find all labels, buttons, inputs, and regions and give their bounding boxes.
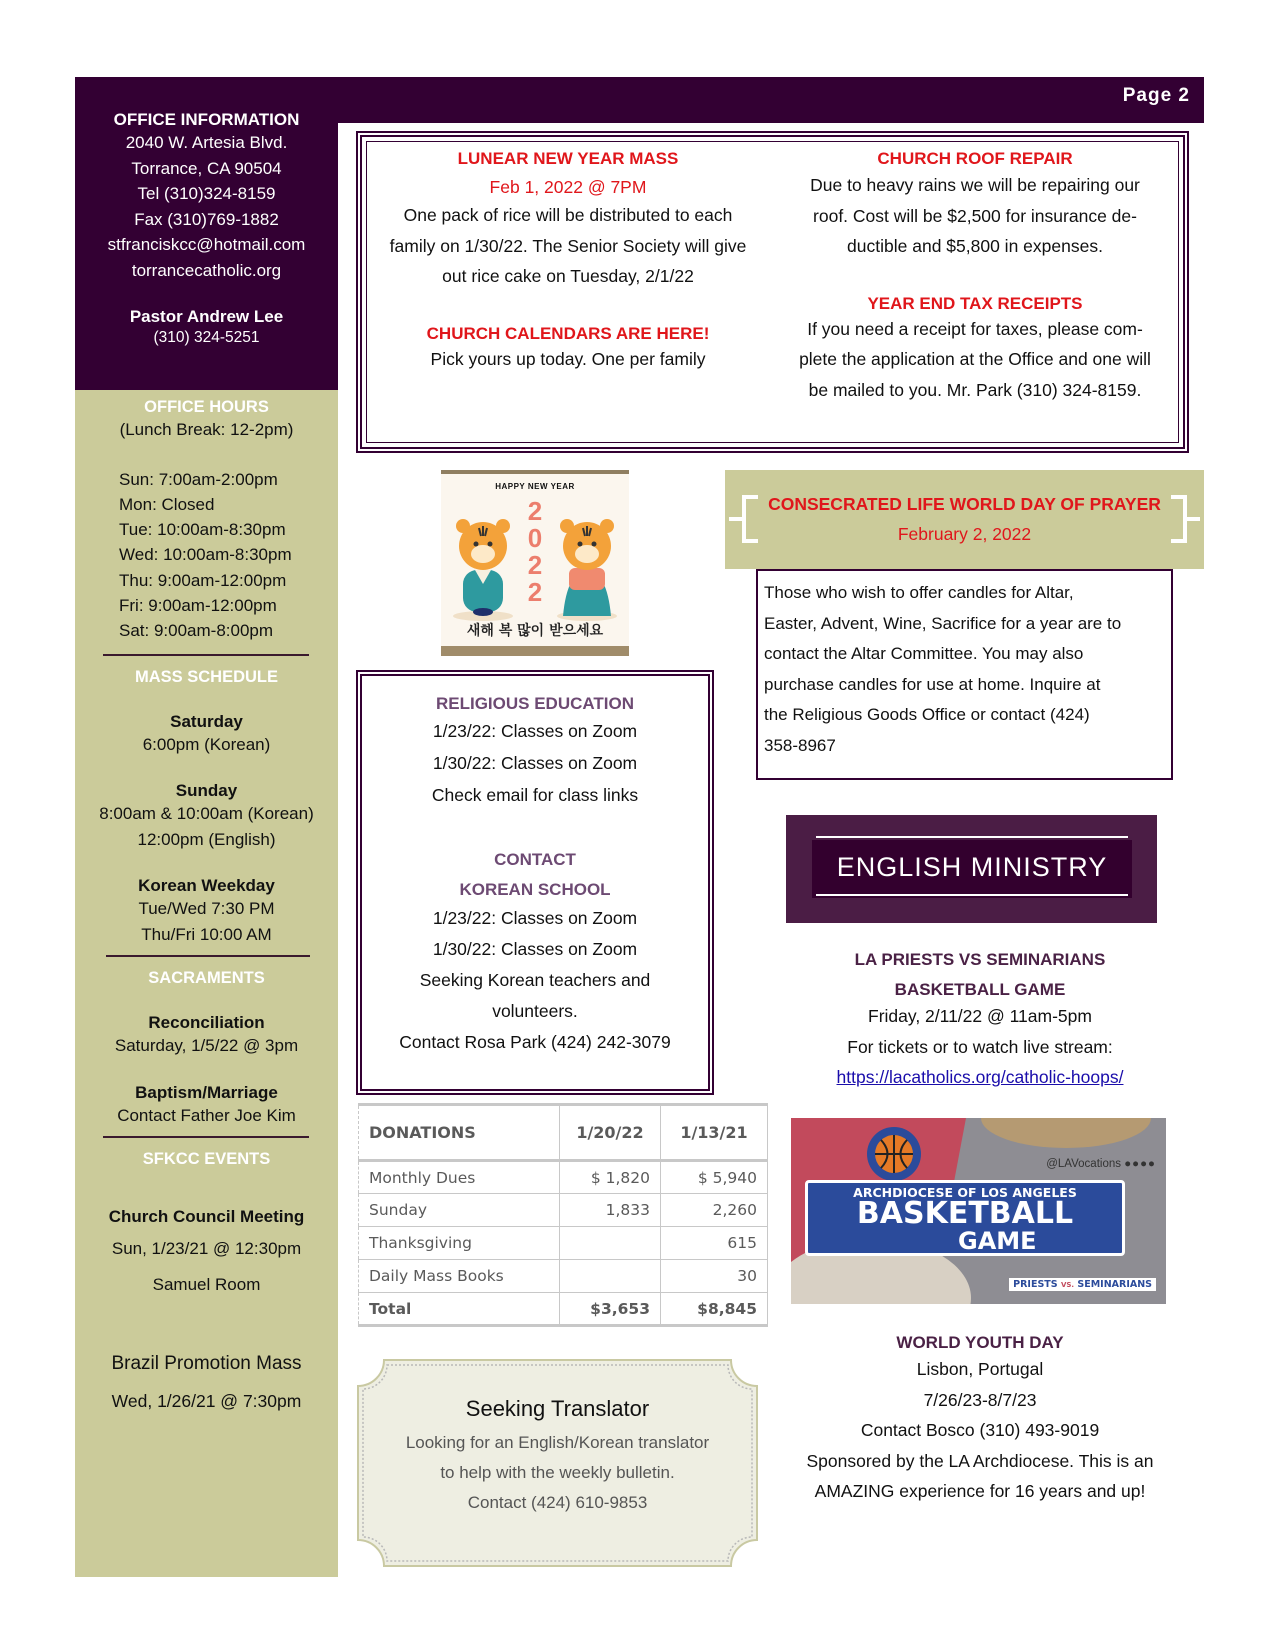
lunar-body-line: out rice cake on Tuesday, 2/1/22: [442, 266, 694, 286]
office-info-title: OFFICE INFORMATION: [113, 110, 300, 129]
roof-body-line: ductible and $5,800 in expenses.: [847, 236, 1103, 256]
table-row: [359, 1161, 768, 1194]
mass-weekday-label: Korean Weekday: [138, 876, 275, 896]
seeking-translator-box: [356, 1358, 759, 1568]
donations-header-row: [359, 1105, 768, 1161]
sidebar-schedule: [75, 390, 338, 1577]
brazil-label: Brazil Promotion Mass: [111, 1353, 302, 1375]
religious-ed-line: 1/30/22: Classes on Zoom: [432, 753, 638, 773]
religious-ed-line: Check email for class links: [431, 785, 639, 805]
bracket-tick: [1186, 517, 1200, 521]
social-icons: ●●●●: [1124, 1158, 1156, 1170]
office-info-panel: [75, 77, 338, 390]
reconciliation-time: Saturday, 1/5/22 @ 3pm: [114, 1036, 299, 1056]
lunar-mass-date: Feb 1, 2022 @ 7PM: [489, 177, 647, 197]
office-hours-list: [75, 467, 338, 644]
korean-school-line: Contact Rosa Park (424) 242-3079: [399, 1032, 671, 1052]
office-website[interactable]: torrancecatholic.org: [131, 260, 282, 280]
divider: [103, 654, 309, 656]
office-tel: Tel (310)324-8159: [137, 184, 276, 203]
tax-receipts-title: YEAR END TAX RECEIPTS: [867, 293, 1083, 313]
religious-ed-title: RELIGIOUS EDUCATION: [435, 694, 635, 713]
tag-priests: PRIESTS: [1013, 1279, 1058, 1290]
events-title: SFKCC EVENTS: [142, 1150, 271, 1169]
donations-table: [358, 1103, 768, 1327]
pastor-phone: (310) 324-5251: [153, 329, 260, 346]
year-digit: 2: [527, 496, 543, 526]
tiger-girl-icon: [553, 512, 621, 622]
mass-weekday-time-1: Tue/Wed 7:30 PM: [138, 899, 275, 919]
banner-rule: [816, 836, 1128, 838]
divider: [103, 1136, 309, 1138]
table-row: [359, 1227, 768, 1260]
lunar-body-line: family on 1/30/22. The Senior Society will give: [389, 235, 747, 256]
row-value: [560, 1260, 661, 1293]
happy-new-year-caption: HAPPY NEW YEAR: [495, 482, 575, 491]
poster-title-banner: [805, 1180, 1125, 1256]
table-row: [359, 1260, 768, 1293]
row-value: 30: [661, 1260, 768, 1293]
office-city-line: Torrance, CA 90504: [131, 158, 282, 178]
office-fax: Fax (310)769-1882: [134, 209, 279, 229]
tag-vs: VS.: [1060, 1281, 1075, 1289]
tiger-boy-icon: [449, 512, 517, 622]
row-value: $ 5,940: [661, 1161, 768, 1194]
catholic-hoops-link[interactable]: https://lacatholics.org/catholic-hoops/: [836, 1067, 1124, 1087]
total-label: Total: [359, 1293, 560, 1326]
mass-schedule-title: MASS SCHEDULE: [134, 667, 278, 686]
mass-saturday-label: Saturday: [170, 711, 243, 731]
consecrated-date: February 2, 2022: [897, 524, 1032, 544]
sacraments-title: SACRAMENTS: [148, 969, 265, 988]
consecrated-title: CONSECRATED LIFE WORLD DAY OF PRAYER: [768, 494, 1161, 514]
candles-line: contact the Altar Committee. You may also: [764, 644, 1084, 663]
row-label: Thanksgiving: [359, 1227, 560, 1260]
wyd-contact: Contact Bosco (310) 493-9019: [860, 1420, 1100, 1440]
tag-seminarians: SEMINARIANS: [1077, 1279, 1152, 1290]
total-value: $8,845: [661, 1293, 768, 1326]
korean-school-title-2: KOREAN SCHOOL: [459, 880, 611, 899]
roof-repair-title: CHURCH ROOF REPAIR: [877, 149, 1073, 168]
row-value: 615: [661, 1227, 768, 1260]
announcements-box: [356, 131, 1189, 453]
donations-col-date-2: 1/13/21: [661, 1105, 768, 1161]
korean-school-line: Seeking Korean teachers and: [419, 970, 651, 990]
bracket-tick: [729, 517, 743, 521]
office-hours-title: OFFICE HOURS: [144, 398, 269, 416]
office-address-line: 2040 W. Artesia Blvd.: [125, 133, 288, 152]
table-total-row: [359, 1293, 768, 1326]
council-time: Sun, 1/23/21 @ 12:30pm: [111, 1239, 302, 1259]
divider: [106, 955, 310, 957]
pastor-name: Pastor Andrew Lee: [129, 307, 284, 326]
hours-thu: Thu: 9:00am-12:00pm: [119, 570, 287, 590]
game-time: Friday, 2/11/22 @ 11am-5pm: [868, 1006, 1092, 1026]
calendars-title: CHURCH CALENDARS ARE HERE!: [426, 323, 710, 343]
social-handle: @LAVocations: [1046, 1158, 1121, 1170]
wyd-dates: 7/26/23-8/7/23: [923, 1389, 1037, 1410]
announcements-left-column: [368, 149, 768, 374]
hours-tue: Tue: 10:00am-8:30pm: [119, 520, 286, 540]
basketball-game-info: [770, 950, 1190, 1093]
roof-body-line: roof. Cost will be $2,500 for insurance de-: [813, 205, 1137, 226]
hours-mon: Mon: Closed: [119, 494, 215, 514]
tax-body-line: be mailed to you. Mr. Park (310) 324-8159.: [808, 379, 1142, 400]
mass-sunday-label: Sunday: [175, 781, 238, 801]
baptism-contact: Contact Father Joe Kim: [117, 1105, 296, 1125]
game-info: For tickets or to watch live stream:: [847, 1036, 1113, 1057]
row-value: 1,833: [560, 1194, 661, 1227]
calendars-body: Pick yours up today. One per family: [430, 348, 706, 369]
lunar-body-line: One pack of rice will be distributed to each: [403, 205, 733, 225]
candles-line: Those who wish to offer candles for Altar,: [764, 583, 1074, 602]
mass-sunday-time-1: 8:00am & 10:00am (Korean): [99, 804, 314, 824]
roof-repair-body: [774, 170, 1176, 262]
priests-vs-seminarians-tag: [1009, 1278, 1156, 1291]
religious-education-box: [356, 670, 714, 1095]
mass-sunday-time-2: 12:00pm (English): [137, 829, 276, 849]
image-footer-band: [441, 646, 629, 656]
poster-line-1: ARCHDIOCESE OF LOS ANGELES: [853, 1185, 1077, 1200]
candles-line: the Religious Goods Office or contact (424): [764, 705, 1090, 724]
consecrated-candles-box: [756, 569, 1173, 780]
banner-rule: [816, 894, 1128, 896]
korean-school-line: volunteers.: [492, 1001, 578, 1021]
hours-sun: Sun: 7:00am-2:00pm: [119, 469, 278, 489]
poster-line-3: GAME: [958, 1227, 1037, 1255]
korean-school-line: 1/23/22: Classes on Zoom: [432, 908, 638, 928]
table-row: [359, 1194, 768, 1227]
row-label: Monthly Dues: [359, 1161, 560, 1194]
game-title-2: BASKETBALL GAME: [894, 980, 1066, 999]
english-ministry-banner: [786, 815, 1157, 923]
candles-line: 358-8967: [764, 735, 836, 755]
tax-receipts-body: [774, 314, 1176, 406]
row-label: Sunday: [359, 1194, 560, 1227]
player-photo-circle: [981, 1118, 1151, 1148]
game-title-1: LA PRIESTS VS SEMINARIANS: [854, 950, 1106, 969]
mass-weekday-time-2: Thu/Fri 10:00 AM: [141, 924, 272, 944]
year-2022: [521, 498, 549, 606]
tax-body-line: plete the application at the Office and one will: [799, 349, 1151, 369]
wyd-sponsor: Sponsored by the LA Archdiocese. This is an: [806, 1450, 1154, 1471]
reconciliation-label: Reconciliation: [148, 1013, 265, 1033]
row-value: 2,260: [661, 1194, 768, 1227]
hours-sat: Sat: 9:00am-8:00pm: [119, 621, 274, 641]
wyd-title: WORLD YOUTH DAY: [896, 1333, 1064, 1352]
page-number: Page 2: [1122, 85, 1190, 106]
row-label: Daily Mass Books: [359, 1260, 560, 1293]
hours-fri: Fri: 9:00am-12:00pm: [119, 595, 277, 615]
basketball-logo-icon: [866, 1126, 922, 1182]
brazil-time: Wed, 1/26/21 @ 7:30pm: [111, 1391, 302, 1412]
year-digit: 2: [527, 577, 543, 607]
english-ministry-title: ENGLISH MINISTRY: [836, 852, 1108, 882]
mass-saturday-time: 6:00pm (Korean): [142, 734, 271, 754]
korean-school-title-1: CONTACT: [494, 850, 576, 869]
total-value: $3,653: [560, 1293, 661, 1326]
translator-line: to help with the weekly bulletin.: [440, 1463, 675, 1482]
hours-wed: Wed: 10:00am-8:30pm: [119, 545, 292, 565]
council-label: Church Council Meeting: [108, 1207, 305, 1227]
basketball-game-poster: [791, 1118, 1166, 1304]
world-youth-day: [770, 1333, 1190, 1507]
tax-body-line: If you need a receipt for taxes, please com-: [807, 318, 1143, 339]
year-digit: 2: [527, 550, 543, 580]
roof-body-line: Due to heavy rains we will be repairing our: [810, 175, 1140, 195]
donations-header: DONATIONS: [359, 1105, 560, 1161]
announcements-right-column: [774, 149, 1176, 405]
candles-line: purchase candles for use at home. Inquire at: [764, 674, 1101, 694]
lunch-break: (Lunch Break: 12-2pm): [119, 420, 294, 439]
office-email[interactable]: stfranciskcc@hotmail.com: [107, 235, 306, 254]
wyd-location: Lisbon, Portugal: [916, 1359, 1044, 1379]
candles-line: Easter, Advent, Wine, Sacrifice for a year are to: [764, 613, 1122, 633]
wyd-age: AMAZING experience for 16 years and up!: [814, 1481, 1146, 1501]
lunar-mass-title: LUNEAR NEW YEAR MASS: [457, 149, 679, 168]
korean-greeting: 새해 복 많이 받으세요: [466, 623, 604, 639]
korean-school-line: 1/30/22: Classes on Zoom: [432, 939, 638, 959]
translator-title: Seeking Translator: [465, 1396, 650, 1421]
translator-line: Looking for an English/Korean translator: [405, 1433, 710, 1452]
row-value: [560, 1227, 661, 1260]
year-digit: 0: [527, 523, 543, 553]
donations-col-date-1: 1/20/22: [560, 1105, 661, 1161]
lunar-mass-body: [368, 200, 768, 292]
translator-line: Contact (424) 610-9853: [467, 1493, 648, 1512]
poster-line-2: BASKETBALL: [856, 1196, 1074, 1231]
row-value: $ 1,820: [560, 1161, 661, 1194]
religious-ed-line: 1/23/22: Classes on Zoom: [432, 721, 638, 741]
baptism-label: Baptism/Marriage: [135, 1082, 278, 1102]
vocations-handle: [1046, 1158, 1156, 1170]
council-place: Samuel Room: [152, 1274, 261, 1294]
consecrated-life-banner: [725, 470, 1204, 569]
new-year-tiger-image: [441, 470, 629, 656]
